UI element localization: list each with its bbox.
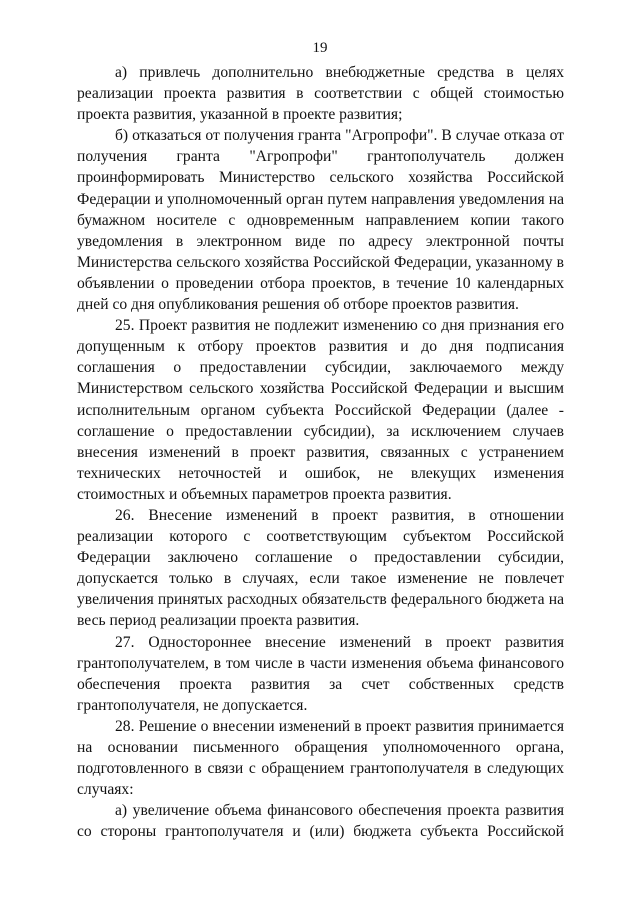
- paragraph-28a: а) увеличение объема финансового обеспечения проекта развития со стороны грантополучателя и (или) бюджета субъекта Российской: [77, 802, 564, 841]
- paragraph-27: 27. Одностороннее внесение изменений в проект развития грантополучателем, в том числе в части изменения объема финансового обеспечения проекта развития за счет собственных средств грантополучателя, не допускается.: [77, 633, 564, 714]
- paragraph-a-attract-funds: а) привлечь дополнительно внебюджетные средства в целях реализации проекта развития в соответствии с общей стоимостью проекта развития, указанной в проекте развития;: [77, 64, 564, 124]
- page-number: 19: [312, 40, 328, 56]
- paragraph-25: 25. Проект развития не подлежит изменению со дня признания его допущенным к отбору проектов развития и до дня подписания соглашения о предоставлении субсидии, заключаемого между Министерством сельского хозяйства Российской Федерации и высшим исполнительным органом субъекта Российской Федерации (далее - соглашение о предоставлении субсидии), за исключением случаев внесения изменений в проект развития, связанных с устранением технических неточностей и ошибок, не влекущих изменения стоимостных и объемных параметров проекта развития.: [77, 317, 564, 503]
- paragraph-26: 26. Внесение изменений в проект развития, в отношении реализации которого с соответствующим субъектом Российской Федерации заключено соглашение о предоставлении субсидии, допускается только в случаях, если такое изменение не повлечет увеличения принятых расходных обязательств федерального бюджета на весь период реализации проекта развития.: [77, 506, 564, 630]
- document-body: [77, 62, 564, 842]
- paragraph-28: 28. Решение о внесении изменений в проект развития принимается на основании письменного обращения уполномоченного органа, подготовленного в связи с обращением грантополучателя в следующих случаях:: [77, 717, 564, 799]
- paragraph-b-refuse-grant: б) отказаться от получения гранта "Агропрофи". В случае отказа от получения гранта "Агропрофи" грантополучатель должен проинформировать Министерство сельского хозяйства Российской Федерации и уполномоченный орган путем направления уведомления на бумажном носителе с одновременным направлением копии такого уведомления в электронном виде по адресу электронной почты Министерства сельского хозяйства Российской Федерации, указанному в объявлении о проведении отбора проектов, в течение 10 календарных дней со дня опубликования решения об отборе проектов развития.: [77, 127, 564, 314]
